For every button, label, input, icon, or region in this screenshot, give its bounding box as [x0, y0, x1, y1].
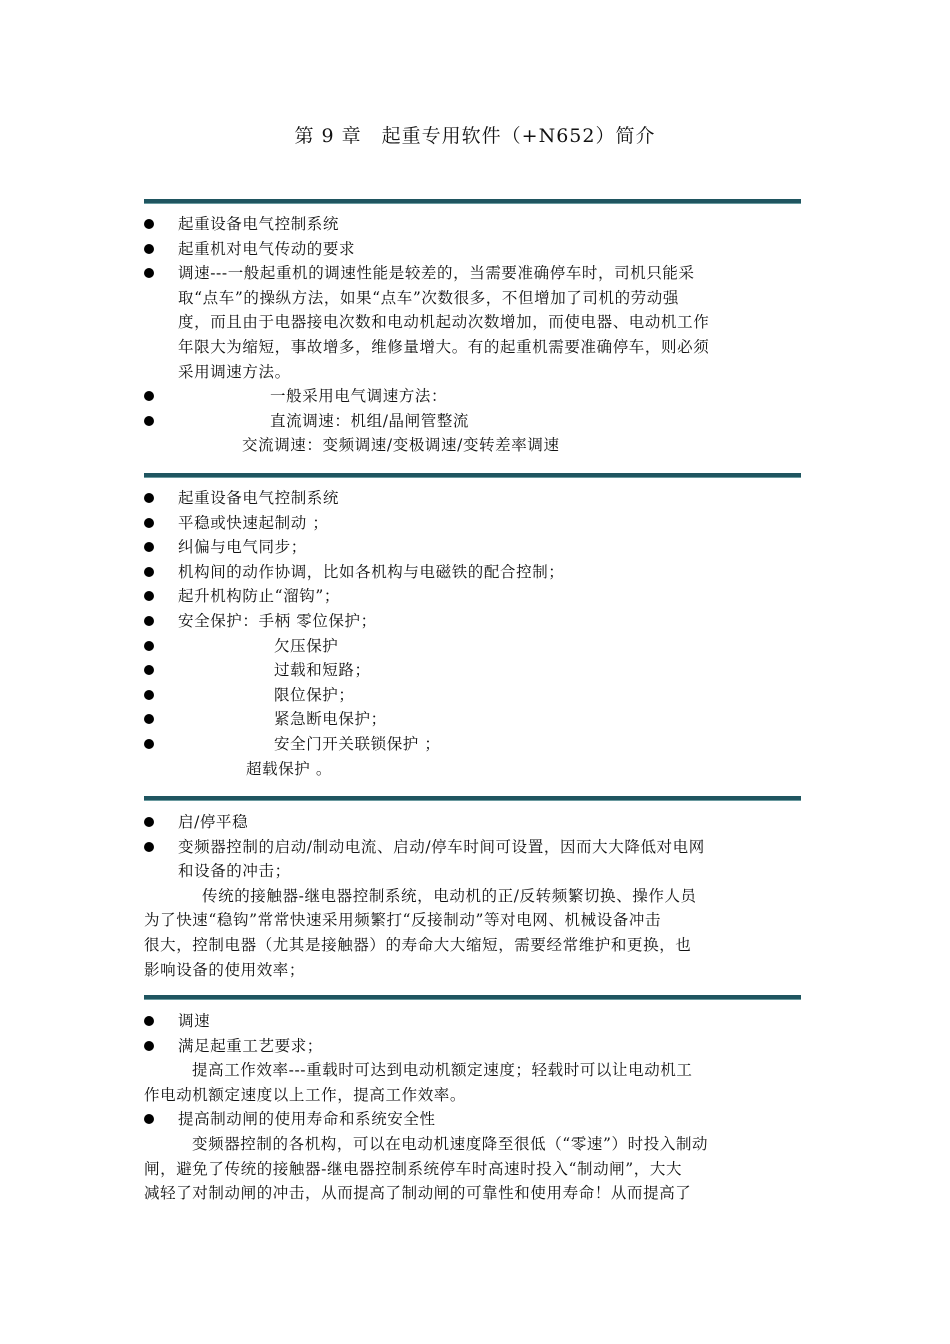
list-item [144, 683, 806, 708]
line-text: 变频器控制的启动/制动电流、启动/停车时间可设置，因而大大降低对电网 [178, 837, 705, 856]
list-item [144, 634, 806, 659]
paragraph-line [144, 908, 806, 933]
paragraph-line [144, 757, 806, 782]
paragraph-line [144, 859, 806, 884]
list-item [144, 384, 806, 409]
bullet-icon [144, 244, 154, 254]
line-text: 提高工作效率---重载时可达到电动机额定速度；轻载时可以让电动机工 [192, 1061, 693, 1080]
section-divider [144, 995, 801, 999]
section-2 [144, 486, 806, 781]
bullet-icon [144, 416, 154, 426]
bullet-icon [144, 1016, 154, 1026]
line-text: 取“点车”的操纵方法，如果“点车”次数很多，不但增加了司机的劳动强 [178, 288, 679, 307]
bullet-icon [144, 690, 154, 700]
paragraph-line [144, 1132, 806, 1157]
line-text: 起重设备电气控制系统 [178, 215, 340, 233]
line-text: 一般采用电气调速方法： [270, 387, 448, 406]
paragraph-line [144, 286, 806, 311]
bullet-icon [144, 739, 154, 749]
bullet-icon [144, 817, 154, 827]
line-text: 安全保护：手柄 零位保护； [178, 611, 377, 630]
bullet-icon [144, 542, 154, 552]
line-text: 直流调速：机组/晶闸管整流 [270, 411, 470, 430]
line-text: 传统的接触器-继电器控制系统，电动机的正/反转频繁切换、操作人员 [202, 886, 697, 905]
paragraph-line [144, 360, 806, 385]
bullet-icon [144, 1114, 154, 1124]
list-item [144, 486, 806, 511]
list-item [144, 237, 806, 262]
line-text: 安全门开关联锁保护 ； [274, 734, 441, 753]
bullet-icon [144, 616, 154, 626]
paragraph-line [144, 310, 806, 335]
bullet-icon [144, 641, 154, 651]
list-item [144, 732, 806, 757]
paragraph-line [144, 1157, 806, 1182]
bullet-icon [144, 518, 154, 528]
list-item [144, 810, 806, 835]
paragraph-line [144, 335, 806, 360]
section-1 [144, 212, 806, 458]
line-text: 欠压保护 [274, 636, 339, 655]
bullet-icon [144, 391, 154, 401]
line-text: 起重机对电气传动的要求 [178, 239, 356, 258]
bullet-icon [144, 567, 154, 577]
line-text: 很大，控制电器（尤其是接触器）的寿命大大缩短，需要经常维护和更换，也 [144, 935, 692, 954]
line-text: 交流调速：变频调速/变极调速/变转差率调速 [242, 436, 560, 455]
paragraph-line [144, 933, 806, 958]
list-item [144, 409, 806, 434]
bullet-icon [144, 493, 154, 503]
list-item [144, 261, 806, 286]
section-3 [144, 810, 806, 982]
line-text: 平稳或快速起制动 ； [178, 513, 329, 532]
bullet-icon [144, 1041, 154, 1051]
line-text: 起升机构防止“溜钩”； [178, 587, 340, 606]
line-text: 调速 [178, 1012, 211, 1030]
line-text: 和设备的冲击； [178, 862, 291, 881]
paragraph-line [144, 958, 806, 983]
line-text: 度，而且由于电器接电次数和电动机起动次数增加，而使电器、电动机工作 [178, 313, 710, 332]
line-text: 过载和短路； [274, 661, 371, 680]
list-item [144, 1107, 806, 1132]
list-item [144, 707, 806, 732]
line-text: 为了快速“稳钩”常常快速采用频繁打“反接制动”等对电网、机械设备冲击 [144, 911, 662, 930]
page-title: 第 9 章 起重专用软件（+N652）简介 [294, 125, 656, 147]
line-text: 机构间的动作协调，比如各机构与电磁铁的配合控制； [178, 562, 565, 581]
paragraph-line [144, 1083, 806, 1108]
section-4 [144, 1009, 806, 1206]
line-text: 限位保护； [274, 685, 355, 704]
line-text: 起重设备电气控制系统 [178, 489, 340, 507]
section-divider [144, 473, 801, 477]
line-text: 提高制动闸的使用寿命和系统安全性 [178, 1110, 436, 1129]
line-text: 紧急断电保护； [274, 710, 387, 729]
paragraph-line [144, 884, 806, 909]
bullet-icon [144, 714, 154, 724]
line-text: 影响设备的使用效率； [144, 960, 306, 979]
section-divider [144, 199, 801, 203]
paragraph-line [144, 1058, 806, 1083]
paragraph-line [144, 433, 806, 458]
list-item [144, 584, 806, 609]
list-item [144, 1034, 806, 1059]
list-item [144, 835, 806, 860]
bullet-icon [144, 842, 154, 852]
line-text: 超载保护 。 [246, 759, 333, 778]
line-text: 启/停平稳 [178, 813, 249, 831]
list-item [144, 212, 806, 237]
line-text: 纠偏与电气同步； [178, 538, 307, 557]
line-text: 变频器控制的各机构，可以在电动机速度降至很低（“零速”）时投入制动 [192, 1134, 709, 1153]
line-text: 作电动机额定速度以上工作，提高工作效率。 [144, 1085, 467, 1104]
list-item [144, 535, 806, 560]
list-item [144, 658, 806, 683]
list-item [144, 560, 806, 585]
bullet-icon [144, 268, 154, 278]
line-text: 年限大为缩短，事故增多，维修量增大。有的起重机需要准确停车，则必须 [178, 337, 710, 356]
line-text: 调速---一般起重机的调速性能是较差的，当需要准确停车时，司机只能采 [178, 264, 695, 283]
list-item [144, 1009, 806, 1034]
bullet-icon [144, 219, 154, 229]
section-divider [144, 796, 801, 800]
bullet-icon [144, 591, 154, 601]
paragraph-line [144, 1181, 806, 1206]
line-text: 减轻了对制动闸的冲击，从而提高了制动闸的可靠性和使用寿命！从而提高了 [144, 1184, 692, 1203]
line-text: 闸，避免了传统的接触器-继电器控制系统停车时高速时投入“制动闸”，大大 [144, 1159, 683, 1178]
list-item [144, 511, 806, 536]
line-text: 满足起重工艺要求； [178, 1036, 323, 1055]
bullet-icon [144, 665, 154, 675]
list-item [144, 609, 806, 634]
line-text: 采用调速方法。 [178, 362, 291, 381]
